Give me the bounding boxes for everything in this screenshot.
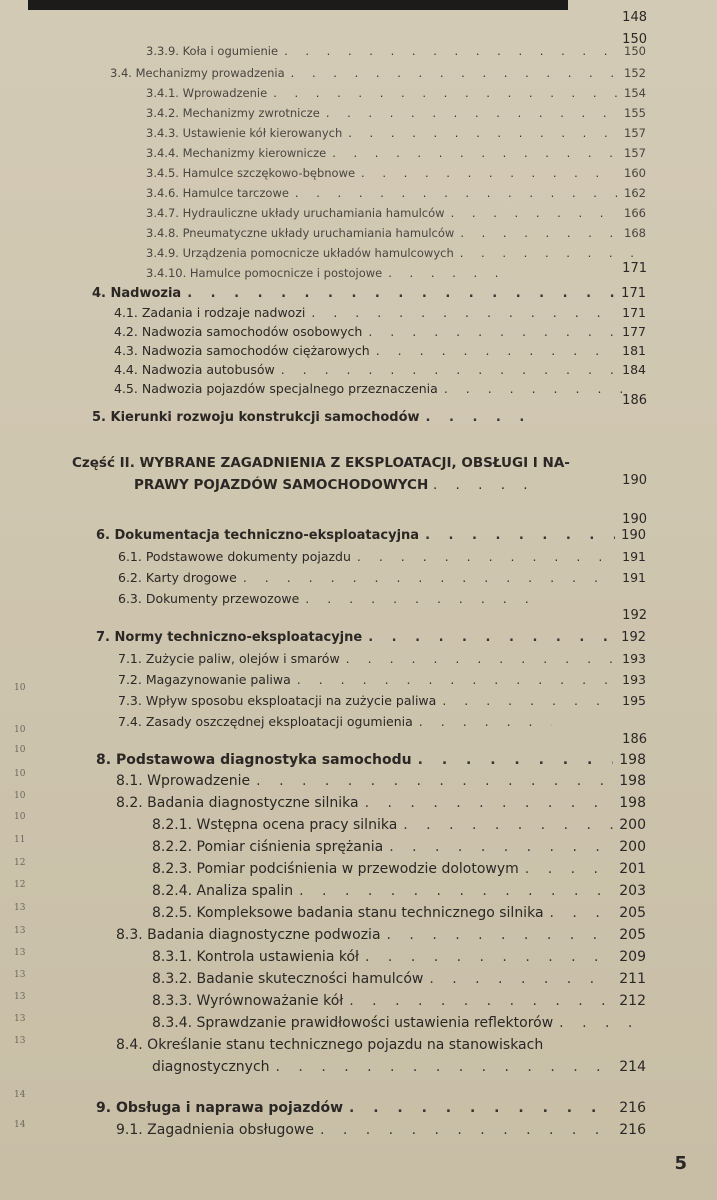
- margin-number: 13: [14, 970, 26, 980]
- page-number-standalone: 192: [622, 608, 647, 623]
- entry-title: Nadwozia pojazdów specjalnego przeznaczenia: [141, 381, 438, 396]
- entry-title: Wstępna ocena pracy silnika: [196, 817, 398, 833]
- entry-number: 8.2.5.: [152, 905, 193, 921]
- entry-title: Badania diagnostyczne podwozia: [147, 927, 381, 943]
- entry-number: 3.4.6.: [146, 186, 179, 200]
- dot-leader: [305, 591, 542, 606]
- entry-number: 8.3.1.: [152, 949, 193, 965]
- margin-number: 10: [14, 683, 26, 693]
- entry-number: 4.4.: [114, 362, 138, 377]
- page-number-top: 150: [622, 32, 647, 47]
- entry-number: 7.: [96, 630, 110, 645]
- entry-title: Hamulce tarczowe: [182, 186, 289, 200]
- toc-chapter: [96, 630, 646, 645]
- toc-entry: [146, 146, 646, 160]
- entry-title: Analiza spalin: [196, 883, 294, 899]
- entry-title: Magazynowanie paliwa: [145, 672, 291, 687]
- dot-leader: [419, 714, 552, 729]
- entry-page: 198: [619, 752, 646, 768]
- entry-number: 9.1.: [116, 1122, 143, 1138]
- toc-entry: [152, 993, 646, 1009]
- entry-title: Ustawienie kół kierowanych: [182, 126, 343, 140]
- entry-page: 214: [619, 1059, 646, 1075]
- toc-entry: [118, 714, 558, 729]
- entry-title: Hamulce pomocnicze i postojowe: [189, 266, 383, 280]
- entry-page: 212: [619, 993, 646, 1009]
- entry-title: Pneumatyczne układy uruchamiania hamulców: [182, 226, 455, 240]
- entry-title: Nadwozia samochodów ciężarowych: [141, 343, 370, 358]
- entry-title: Mechanizmy kierownicze: [182, 146, 327, 160]
- toc-entry: [152, 883, 646, 899]
- entry-title: Hamulce szczękowo-bębnowe: [182, 166, 356, 180]
- entry-title: Dokumenty przewozowe: [145, 591, 300, 606]
- entry-page: 216: [619, 1122, 646, 1138]
- entry-title: Mechanizmy zwrotnicze: [182, 106, 320, 120]
- entry-title: Badania diagnostyczne silnika: [147, 795, 359, 811]
- entry-number: 7.1.: [118, 651, 142, 666]
- dot-leader: [291, 66, 618, 80]
- entry-title: Normy techniczno-eksploatacyjne: [114, 630, 363, 645]
- toc-entry: [118, 672, 646, 687]
- dot-leader: [376, 343, 616, 358]
- margin-number: 13: [14, 1014, 26, 1024]
- entry-page: 193: [622, 651, 646, 666]
- entry-number: 6.1.: [118, 549, 142, 564]
- part-heading: [72, 452, 602, 496]
- entry-number: 4.3.: [114, 343, 138, 358]
- entry-number: 3.4.4.: [146, 146, 179, 160]
- dot-leader: [387, 927, 614, 943]
- margin-number: 10: [14, 812, 26, 822]
- entry-page: 198: [619, 795, 646, 811]
- entry-number: 8.2.4.: [152, 883, 193, 899]
- entry-title: Dokumentacja techniczno-eksploatacyjna: [114, 528, 420, 543]
- entry-title: Mechanizmy prowadzenia: [135, 66, 285, 80]
- toc-entry: [118, 549, 646, 564]
- entry-title: Sprawdzanie prawidłowości ustawienia reflektorów: [196, 1015, 554, 1031]
- entry-title: Zasady oszczędnej eksploatacji ogumienia: [145, 714, 413, 729]
- entry-number: 4.5.: [114, 381, 138, 396]
- entry-number: 8.3.4.: [152, 1015, 193, 1031]
- entry-page: 193: [622, 672, 646, 687]
- entry-page: 160: [624, 166, 646, 180]
- dot-leader: [550, 905, 614, 921]
- entry-title: Urządzenia pomocnicze układów hamulcowych: [182, 246, 454, 260]
- entry-title: Podstawowa diagnostyka samochodu: [115, 752, 412, 768]
- page-number-standalone: 186: [622, 393, 647, 408]
- entry-number: 3.4.2.: [146, 106, 179, 120]
- entry-number: 3.4.7.: [146, 206, 179, 220]
- entry-title: Karty drogowe: [145, 570, 237, 585]
- dot-leader: [276, 1059, 614, 1075]
- toc-entry: [110, 66, 646, 80]
- toc-entry: [114, 324, 646, 339]
- entry-page: 211: [619, 971, 646, 987]
- dot-leader: [429, 971, 613, 987]
- entry-title: Zagadnienia obsługowe: [147, 1122, 314, 1138]
- entry-number: 3.4.3.: [146, 126, 179, 140]
- entry-page: 166: [624, 206, 646, 220]
- entry-page: 181: [622, 343, 646, 358]
- dot-leader: [243, 570, 616, 585]
- entry-page: 191: [622, 549, 646, 564]
- entry-page: 205: [619, 927, 646, 943]
- entry-number: 8.3.3.: [152, 993, 193, 1009]
- toc-chapter: [96, 528, 646, 543]
- toc-entry: [118, 693, 646, 708]
- entry-number: 3.3.9.: [146, 44, 179, 58]
- dot-leader: [460, 246, 640, 260]
- entry-page: 195: [622, 693, 646, 708]
- margin-number: 13: [14, 903, 26, 913]
- margin-number: 11: [14, 835, 26, 845]
- margin-number: 14: [14, 1090, 26, 1100]
- entry-page: 171: [622, 305, 646, 320]
- entry-page: 203: [619, 883, 646, 899]
- entry-page: 168: [624, 226, 646, 240]
- dot-leader: [187, 286, 615, 301]
- entry-title: Wpływ sposobu eksploatacji na zużycie paliwa: [145, 693, 437, 708]
- toc-entry: [152, 949, 646, 965]
- entry-title: Pomiar ciśnienia sprężania: [196, 839, 384, 855]
- margin-number: 12: [14, 880, 26, 890]
- entry-title: Określanie stanu technicznego pojazdu na stanowiskach: [147, 1037, 544, 1053]
- margin-number: 13: [14, 948, 26, 958]
- margin-number: 12: [14, 858, 26, 868]
- entry-number: 8.2.: [116, 795, 143, 811]
- toc-entry: [146, 106, 646, 120]
- margin-number: 13: [14, 926, 26, 936]
- entry-number: 3.4.8.: [146, 226, 179, 240]
- entry-page: 177: [622, 324, 646, 339]
- dot-leader: [281, 362, 616, 377]
- dot-leader: [442, 693, 616, 708]
- dot-leader: . . . . .: [432, 477, 535, 493]
- toc-entry: [146, 246, 646, 260]
- dot-leader: [388, 266, 510, 280]
- toc-entry: [118, 651, 646, 666]
- entry-title: diagnostycznych: [152, 1059, 270, 1075]
- page-folio: 5: [674, 1153, 687, 1174]
- entry-title: Obsługa i naprawa pojazdów: [115, 1100, 344, 1116]
- part-heading-line2-text: PRAWY POJAZDÓW SAMOCHODOWYCH: [134, 477, 429, 493]
- entry-title: Zadania i rodzaje nadwozi: [141, 305, 306, 320]
- dot-leader: [295, 186, 618, 200]
- dot-leader: [346, 651, 616, 666]
- dot-leader: [418, 752, 614, 768]
- entry-number: 3.4.: [110, 66, 132, 80]
- toc-chapter: [92, 286, 646, 301]
- toc-chapter: [92, 410, 542, 425]
- entry-page: 216: [619, 1100, 646, 1116]
- page-number: 190: [622, 473, 647, 488]
- toc-chapter: [96, 1100, 646, 1116]
- dot-leader: [444, 381, 640, 396]
- entry-number: 6.3.: [118, 591, 142, 606]
- margin-number: 10: [14, 745, 26, 755]
- toc-chapter: [96, 752, 646, 768]
- toc-entry: [152, 1015, 646, 1031]
- entry-page: 192: [621, 630, 646, 645]
- page-number-standalone: 186: [622, 732, 647, 747]
- dot-leader: [299, 883, 613, 899]
- entry-title: Zużycie paliw, olejów i smarów: [145, 651, 340, 666]
- dot-leader: [403, 817, 613, 833]
- toc-entry: [146, 266, 516, 280]
- dot-leader: [389, 839, 613, 855]
- entry-title: Nadwozia samochodów osobowych: [141, 324, 363, 339]
- entry-number: 8.3.2.: [152, 971, 193, 987]
- entry-number: 8.: [96, 752, 112, 768]
- entry-title: Kontrola ustawienia kół: [196, 949, 360, 965]
- margin-number: 13: [14, 1036, 26, 1046]
- dot-leader: [365, 949, 613, 965]
- entry-title: Koła i ogumienie: [182, 44, 279, 58]
- dot-leader: [559, 1015, 640, 1031]
- toc-entry: [146, 86, 646, 100]
- entry-number: 9.: [96, 1100, 112, 1116]
- entry-page: 155: [624, 106, 646, 120]
- entry-number: 7.2.: [118, 672, 142, 687]
- toc-entry: [118, 591, 548, 606]
- toc-entry: [146, 186, 646, 200]
- page-number-top: 148: [622, 10, 647, 25]
- entry-page: 209: [619, 949, 646, 965]
- entry-number: 7.3.: [118, 693, 142, 708]
- part-heading-line1: Część II. WYBRANE ZAGADNIENIA Z EKSPLOATACJI, OBSŁUGI I NA-: [72, 455, 570, 471]
- toc-entry: [146, 44, 646, 58]
- entry-page: 171: [621, 286, 646, 301]
- page-number-standalone: 171: [622, 261, 647, 276]
- entry-number: 8.4.: [116, 1037, 143, 1053]
- entry-title: Kompleksowe badania stanu technicznego silnika: [196, 905, 544, 921]
- entry-number: 8.3.: [116, 927, 143, 943]
- toc-entry: [152, 839, 646, 855]
- dot-leader: [361, 166, 618, 180]
- dot-leader: [451, 206, 618, 220]
- toc-entry-continuation: [152, 1059, 646, 1075]
- margin-number: 14: [14, 1120, 26, 1130]
- toc-entry: [146, 206, 646, 220]
- dot-leader: [365, 795, 614, 811]
- dot-leader: [297, 672, 616, 687]
- dot-leader: [320, 1122, 613, 1138]
- part-heading-line2: [72, 474, 602, 496]
- entry-number: 4.1.: [114, 305, 138, 320]
- entry-page: 200: [619, 839, 646, 855]
- dot-leader: [284, 44, 618, 58]
- entry-title: Podstawowe dokumenty pojazdu: [145, 549, 351, 564]
- entry-number: 8.2.3.: [152, 861, 193, 877]
- entry-number: 3.4.9.: [146, 246, 179, 260]
- entry-number: 3.4.5.: [146, 166, 179, 180]
- toc-entry: [152, 971, 646, 987]
- dot-leader: [311, 305, 616, 320]
- entry-title: Wprowadzenie: [147, 773, 251, 789]
- dot-leader: [425, 528, 615, 543]
- dot-leader: [349, 993, 613, 1009]
- entry-number: 3.4.10.: [146, 266, 187, 280]
- top-dark-band: [28, 0, 568, 10]
- entry-page: 198: [619, 773, 646, 789]
- dot-leader: [525, 861, 613, 877]
- entry-number: 8.1.: [116, 773, 143, 789]
- entry-page: 157: [624, 126, 646, 140]
- entry-number: 8.2.1.: [152, 817, 193, 833]
- entry-number: 6.2.: [118, 570, 142, 585]
- dot-leader: [368, 630, 615, 645]
- dot-leader: [426, 410, 536, 425]
- page-number-standalone: 190: [622, 512, 647, 527]
- dot-leader: [368, 324, 616, 339]
- entry-title: Nadwozia autobusów: [141, 362, 275, 377]
- dot-leader: [326, 106, 618, 120]
- dot-leader: [348, 126, 618, 140]
- entry-number: 4.: [92, 286, 106, 301]
- toc-entry: [116, 927, 646, 943]
- toc-entry: [146, 166, 646, 180]
- entry-page: 162: [624, 186, 646, 200]
- entry-page: 200: [619, 817, 646, 833]
- entry-title: Pomiar podciśnienia w przewodzie dolotowym: [196, 861, 519, 877]
- entry-title: Badanie skuteczności hamulców: [196, 971, 424, 987]
- toc-entry: [116, 1122, 646, 1138]
- toc-entry: [116, 1037, 646, 1053]
- toc-entry: [152, 817, 646, 833]
- toc-entry: [114, 305, 646, 320]
- margin-number: 10: [14, 725, 26, 735]
- entry-number: 3.4.1.: [146, 86, 179, 100]
- entry-page: 190: [621, 528, 646, 543]
- entry-page: 205: [619, 905, 646, 921]
- entry-number: 8.2.2.: [152, 839, 193, 855]
- toc-entry: [146, 126, 646, 140]
- entry-page: 150: [624, 44, 646, 58]
- toc-entry: [118, 570, 646, 585]
- entry-page: 154: [624, 86, 646, 100]
- entry-title: Kierunki rozwoju konstrukcji samochodów: [110, 410, 420, 425]
- toc-entry: [146, 226, 646, 240]
- entry-title: Wprowadzenie: [182, 86, 268, 100]
- toc-entry: [114, 381, 646, 396]
- margin-number: 10: [14, 791, 26, 801]
- entry-page: 152: [624, 66, 646, 80]
- dot-leader: [332, 146, 618, 160]
- entry-title: Wyrównoważanie kół: [196, 993, 344, 1009]
- dot-leader: [349, 1100, 613, 1116]
- dot-leader: [357, 549, 616, 564]
- toc-entry: [152, 861, 646, 877]
- toc-entry: [152, 905, 646, 921]
- toc-entry: [116, 795, 646, 811]
- toc-entry: [116, 773, 646, 789]
- entry-number: 6.: [96, 528, 110, 543]
- toc-entry: [114, 362, 646, 377]
- entry-page: 184: [622, 362, 646, 377]
- entry-number: 5.: [92, 410, 106, 425]
- dot-leader: [256, 773, 613, 789]
- entry-page: 191: [622, 570, 646, 585]
- entry-number: 4.2.: [114, 324, 138, 339]
- entry-title: Nadwozia: [110, 286, 182, 301]
- entry-title: Hydrauliczne układy uruchamiania hamulców: [182, 206, 445, 220]
- toc-entry: [114, 343, 646, 358]
- entry-number: 7.4.: [118, 714, 142, 729]
- entry-page: 201: [619, 861, 646, 877]
- margin-number: 13: [14, 992, 26, 1002]
- dot-leader: [273, 86, 618, 100]
- margin-number: 10: [14, 769, 26, 779]
- dot-leader: [460, 226, 618, 240]
- entry-page: 157: [624, 146, 646, 160]
